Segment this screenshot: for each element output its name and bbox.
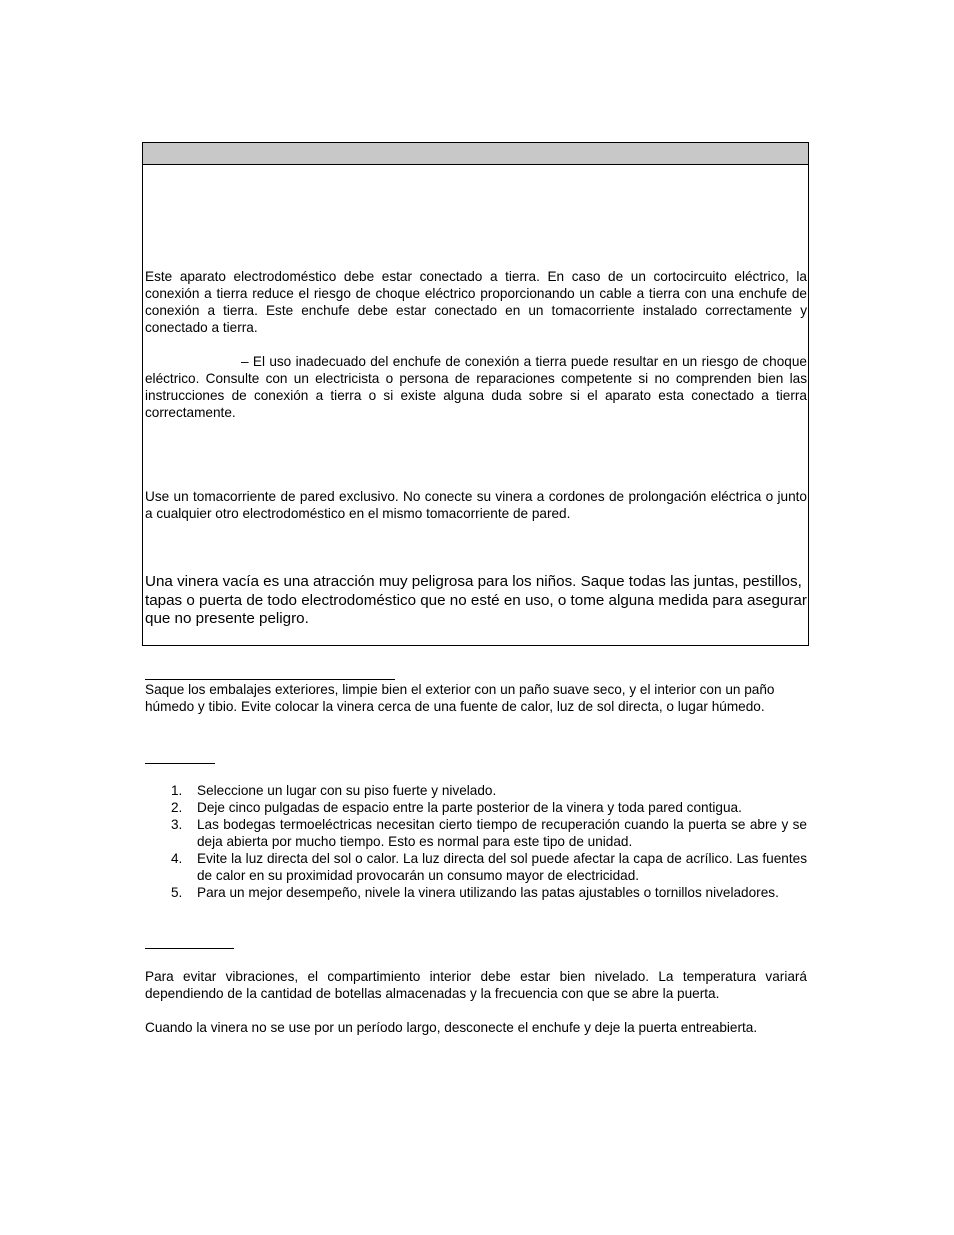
- operation-paragraph-2: Cuando la vinera no se use por un período largo, desconecte el enchufe y deje la puerta entreabierta.: [145, 1020, 758, 1035]
- installation-heading-underline: [145, 763, 215, 764]
- outlet-paragraph: Use un tomacorriente de pared exclusivo. No conecte su vinera a cordones de prolongación eléctrica o junto a cualquier otro electrodoméstico en el mismo tomacorriente de pared.: [145, 489, 807, 521]
- grounding-warning-paragraph: – El uso inadecuado del enchufe de conexión a tierra puede resultar en un riesgo de choque eléctrico. Consulte con un electricista o persona de reparaciones competente si no comprenden bien las instrucciones de conexión a tierra o si existe alguna duda sobre si el aparato esta conectado a tierra correctamente.: [145, 354, 807, 420]
- unpacking-paragraph: Saque los embalajes exteriores, limpie bien el exterior con un paño suave seco, y el interior con un paño húmedo y tibio. Evite colocar la vinera cerca de una fuente de calor, luz de sol directa, o lugar húmedo.: [145, 682, 775, 714]
- list-item: 4. Evite la luz directa del sol o calor. La luz directa del sol puede afectar la capa de acrílico. Las fuentes de calor en su proximidad provocarán un consumo mayor de electricidad.: [171, 851, 807, 883]
- unpacking-heading-underline: [145, 679, 395, 680]
- list-item: 2. Deje cinco pulgadas de espacio entre la parte posterior de la vinera y toda pared contigua.: [171, 800, 742, 815]
- list-item: 1. Seleccione un lugar con su piso fuerte y nivelado.: [171, 783, 497, 798]
- warning-box-header: [143, 143, 808, 165]
- list-item: 5. Para un mejor desempeño, nivele la vinera utilizando las patas ajustables o tornillos niveladores.: [171, 885, 779, 900]
- list-item: 3. Las bodegas termoeléctricas necesitan cierto tiempo de recuperación cuando la puerta se abre y se deja abierta por mucho tiempo. Esto es normal para este tipo de unidad.: [171, 817, 807, 849]
- installation-steps: [145, 782, 807, 901]
- child-safety-paragraph: Una vinera vacía es una atracción muy peligrosa para los niños. Saque todas las juntas, pestillos, tapas o puerta de todo electrodoméstico que no esté en uso, o tome alguna medida para asegurar que no presente peligro.: [145, 573, 807, 627]
- operation-heading-underline: [145, 948, 234, 949]
- grounding-paragraph: Este aparato electrodoméstico debe estar conectado a tierra. En caso de un cortocircuito eléctrico, la conexión a tierra reduce el riesgo de choque eléctrico proporcionando un cable a tierra con una enchufe de conexión a tierra. Este enchufe debe estar conectado en un tomacorriente instalado correctamente y conectado a tierra.: [145, 269, 807, 335]
- operation-paragraph-1: Para evitar vibraciones, el compartimiento interior debe estar bien nivelado. La temperatura variará dependiendo de la cantidad de botellas almacenadas y la frecuencia con que se abre la puerta.: [145, 969, 807, 1001]
